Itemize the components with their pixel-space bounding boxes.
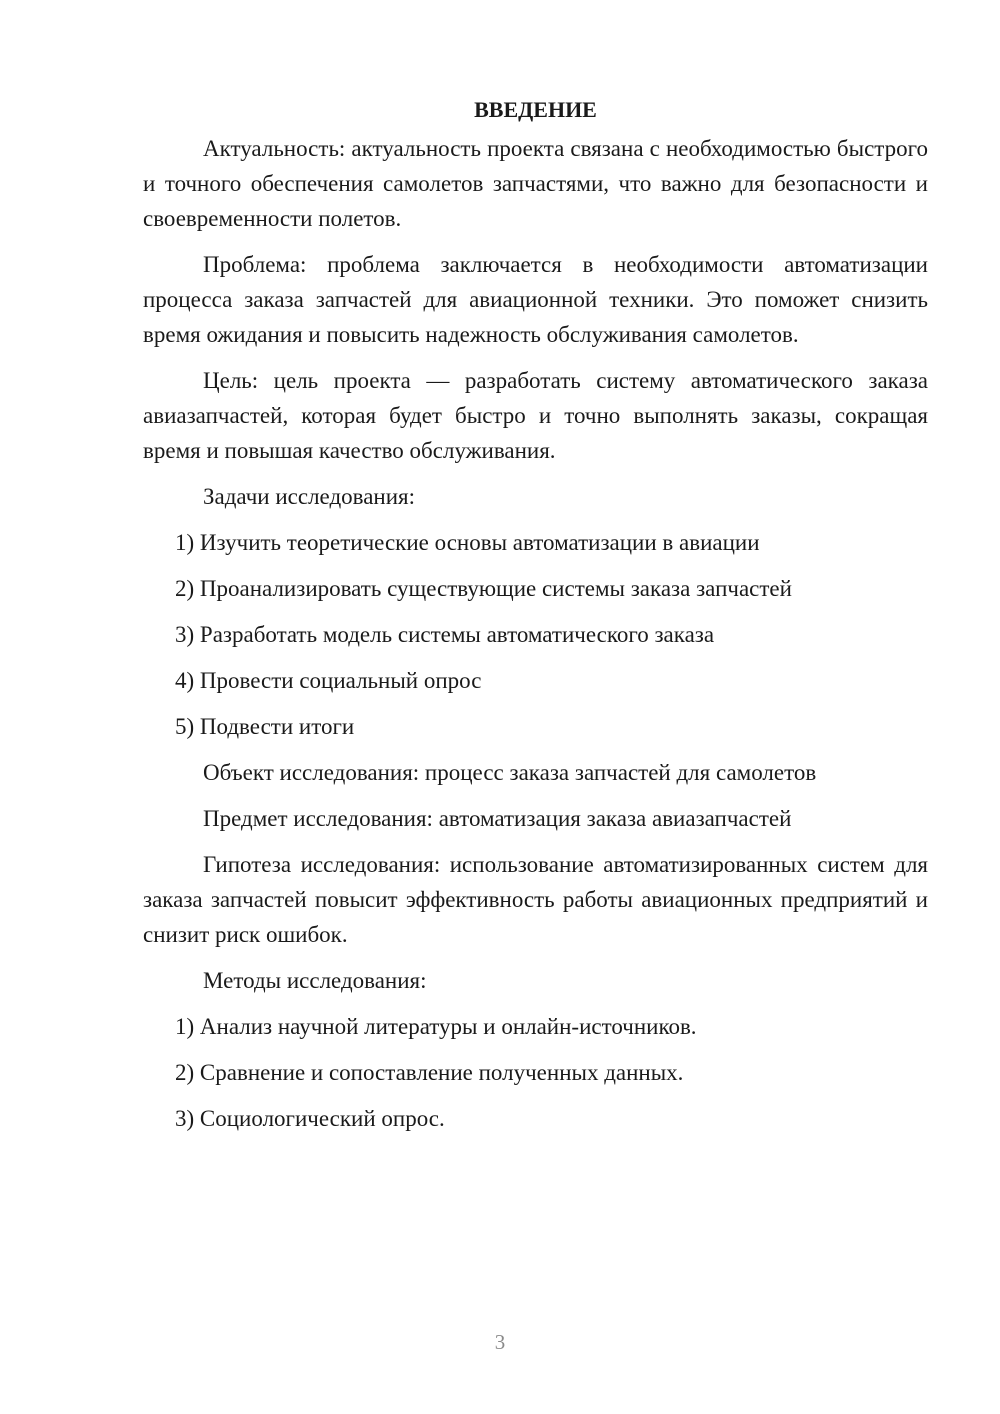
list-item: 1) Изучить теоретические основы автоматизации в авиации [175,530,760,555]
list-item: 3) Социологический опрос. [175,1106,445,1131]
tasks-list [143,525,928,744]
list-item: 2) Проанализировать существующие системы заказа запчастей [175,576,792,601]
list-item: 2) Сравнение и сопоставление полученных данных. [175,1060,684,1085]
methods-heading: Методы исследования: [203,968,427,993]
list-item: 5) Подвести итоги [175,714,355,739]
list-item: 1) Анализ научной литературы и онлайн-источников. [175,1014,697,1039]
page-number: 3 [494,1330,506,1354]
methods-list [143,1009,928,1136]
tasks-heading: Задачи исследования: [203,484,416,509]
subject-line: Предмет исследования: автоматизация заказа авиазапчастей [203,806,792,831]
list-item: 4) Провести социальный опрос [175,668,482,693]
relevance-paragraph: Актуальность: актуальность проекта связана с необходимостью быстрого и точного обеспечения самолетов запчастями, что важно для безопасности и своевременности полетов. [143,136,928,231]
hypothesis-paragraph: Гипотеза исследования: использование автоматизированных систем для заказа запчастей повысит эффективность работы авиационных предприятий и снизит риск ошибок. [143,852,928,947]
object-line: Объект исследования: процесс заказа запчастей для самолетов [203,760,817,785]
problem-paragraph: Проблема: проблема заключается в необходимости автоматизации процесса заказа запчастей для авиационной техники. Это поможет снизить время ожидания и повысить надежность обслуживания самолетов. [143,252,928,347]
list-item: 3) Разработать модель системы автоматического заказа [175,622,715,647]
goal-paragraph: Цель: цель проекта — разработать систему автоматического заказа авиазапчастей, которая будет быстро и точно выполнять заказы, сокращая время и повышая качество обслуживания. [143,368,928,463]
document-page [143,92,928,1147]
document-title: ВВЕДЕНИЕ [474,97,597,122]
